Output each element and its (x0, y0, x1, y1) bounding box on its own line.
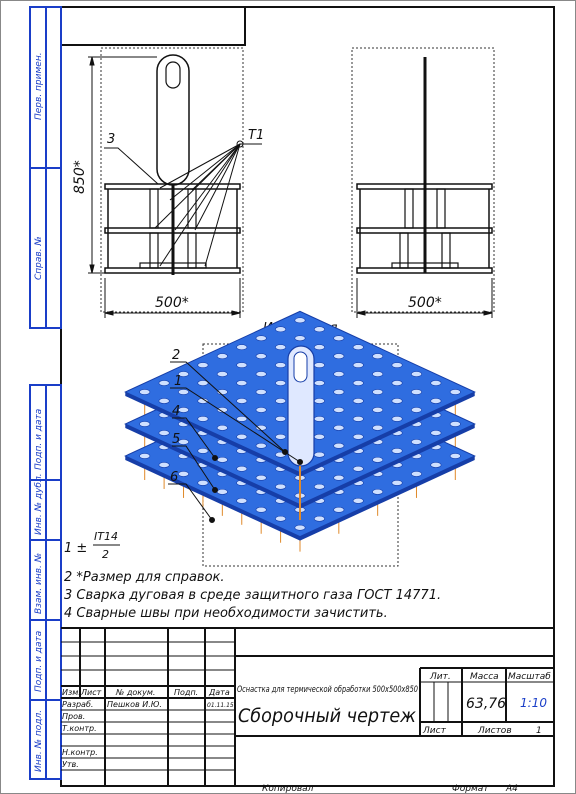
iso-callout-1: 1 (174, 374, 183, 389)
date-value: 01.11.15 (207, 702, 234, 709)
dim-width-right-label: 500* (408, 295, 442, 311)
th-sheet: Лист (81, 688, 102, 697)
iso-callout-2: 2 (172, 348, 181, 363)
weld-leader-lines (155, 144, 262, 266)
th-change: Изм. (62, 688, 81, 697)
sheets-value: 1 (536, 726, 542, 736)
technical-notes (64, 530, 441, 621)
side-label-sign-date-1: Подп. и дата (34, 408, 44, 470)
th-sign: Подп. (174, 688, 199, 697)
side-label-reference: Справ. № (34, 236, 44, 280)
scale-label: Масштаб (508, 672, 551, 682)
sheet-label: Лист (423, 726, 446, 736)
footer-format-label: Формат (452, 784, 489, 794)
side-label-orig-inv: Инв. № подл. (34, 709, 44, 772)
sheets-label: Листов (478, 726, 512, 736)
document-type: Сборочный чертеж (238, 705, 416, 727)
side-label-repl-inv: Взам. инв. № (34, 552, 44, 614)
iso-callout-4: 4 (172, 404, 181, 419)
side-label-sign-date-2: Подп. и дата (34, 630, 44, 692)
top-left-box (61, 7, 245, 45)
th-doc-no: № докум. (116, 688, 156, 697)
note-4: 4 Сварные швы при необходимости зачистить. (64, 606, 388, 621)
side-label-first-use: Перв. примен. (34, 52, 44, 120)
th-date: Дата (209, 688, 230, 697)
front-handle-slot (166, 62, 180, 88)
mass-label: Масса (470, 672, 499, 682)
role-norm-control: Н.контр. (62, 748, 98, 757)
scale-value: 1:10 (520, 696, 547, 710)
role-tech-control: Т.контр. (62, 724, 97, 733)
footer-copied: Копировал (262, 784, 314, 794)
developer-name: Пешков И.Ю. (107, 700, 162, 709)
product-name: Оснастка для термической обработки 500х500х850 (237, 685, 419, 695)
iso-callout-6: 6 (170, 470, 179, 485)
front-handle (157, 55, 189, 185)
note-3: 3 Сварка дуговая в среде защитного газа ГОСТ 14771. (64, 588, 442, 603)
side-label-dup-inv: Инв. № дубл. (34, 473, 44, 535)
front-view (72, 48, 264, 318)
callout-3: 3 (107, 132, 116, 147)
footer-format-value: А4 (506, 784, 518, 794)
note-2: 2 *Размер для справок. (64, 570, 225, 585)
role-approved: Утв. (62, 760, 79, 769)
dim-width-left-label: 500* (155, 295, 189, 311)
callout-t1: T1 (248, 128, 265, 143)
note-1-prefix: 1 ± (64, 541, 88, 556)
lit-label: Лит. (430, 672, 451, 682)
note-1-denominator: 2 (102, 548, 109, 561)
dim-height (88, 57, 157, 273)
role-developer: Разраб. (62, 700, 94, 709)
side-view (352, 48, 494, 318)
dim-height-label: 850* (72, 160, 88, 194)
mass-value: 63,76 (466, 696, 507, 712)
role-checker: Пров. (62, 712, 86, 721)
note-1-numerator: IT14 (94, 530, 118, 543)
iso-callout-5: 5 (172, 432, 181, 447)
left-side-labels (34, 52, 44, 772)
